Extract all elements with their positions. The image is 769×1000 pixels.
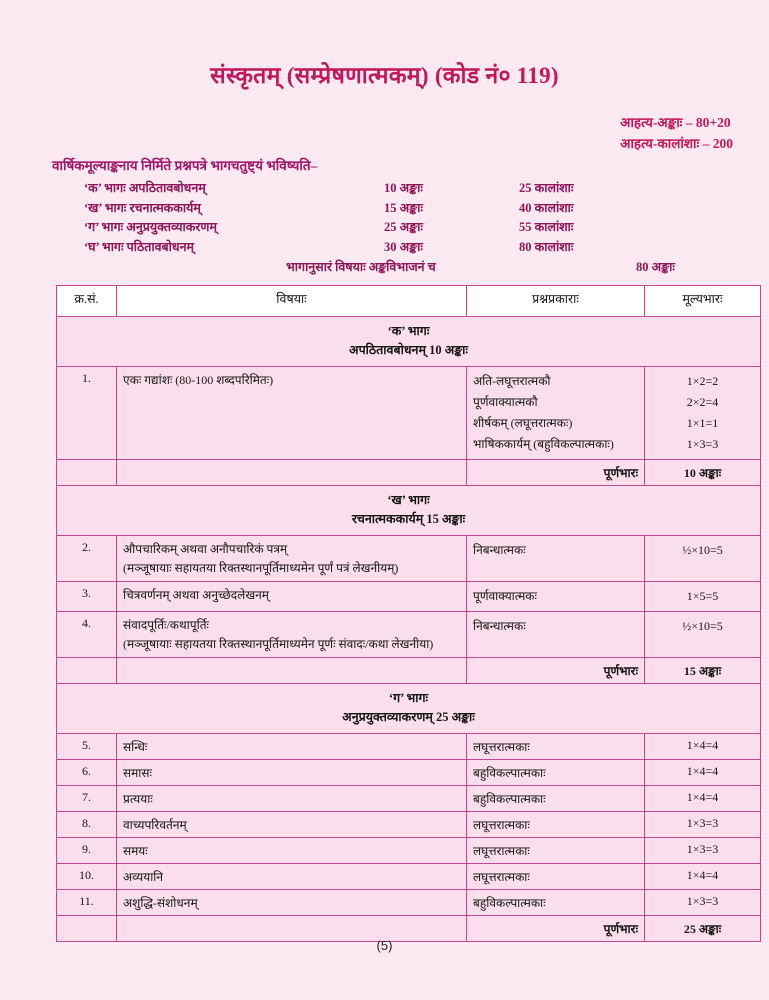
- section-heading-line2: अनुप्रयुक्तव्याकरणम् 25 अङ्काः: [342, 710, 475, 724]
- table-row: [57, 536, 761, 582]
- weightage-value: 1×1=1: [686, 416, 719, 430]
- page-title: संस्कृतम् (सम्प्रेषणात्मकम्) (कोड नं० 119): [210, 63, 559, 88]
- row-sl: 2.: [57, 536, 117, 582]
- table-row: [57, 734, 761, 760]
- part-row: [84, 179, 724, 199]
- section-total-row: [57, 658, 761, 684]
- total-marks-line: आहत्य-अङ्काः – 80+20: [620, 115, 731, 130]
- row-weightage: [645, 612, 761, 658]
- row-question-types: बहुविकल्पात्मकाः: [467, 760, 645, 786]
- row-subject-text: चित्रवर्णनम् अथवा अनुच्छेदलेखनम्: [123, 588, 269, 602]
- row-subject: प्रत्ययाः: [117, 786, 467, 812]
- weightage-value: 2×2=4: [686, 395, 719, 409]
- weightage-value: 1×5=5: [686, 589, 719, 603]
- section-heading-cell: [57, 684, 761, 734]
- column-header-qtype: प्रश्नप्रकाराः: [467, 286, 645, 317]
- row-subject: [117, 582, 467, 612]
- table-row: [57, 582, 761, 612]
- part-name: ‘ख’ भागः रचनात्मककार्यम्: [84, 200, 201, 215]
- row-question-types: [467, 612, 645, 658]
- table-row: [57, 760, 761, 786]
- question-type: निबन्धात्मकः: [473, 543, 526, 557]
- row-subject-text: एकः गद्यांशः (80-100 शब्दपरिमितः): [123, 373, 274, 387]
- section-heading-row: [57, 317, 761, 367]
- section-heading-line1: ‘क’ भागः: [387, 324, 430, 338]
- table-row: [57, 786, 761, 812]
- section-heading-line2: अपठितावबोधनम् 10 अङ्काः: [349, 343, 468, 357]
- part-name: ‘घ’ भागः पठितावबोधनम्: [84, 239, 195, 254]
- table-row: [57, 367, 761, 460]
- row-sl: 1.: [57, 367, 117, 460]
- subtotal-label: भागानुसारं विषयाः अङ्कविभाजनं च: [286, 260, 436, 274]
- section-total-value: 25 अङ्काः: [645, 916, 761, 942]
- row-sl: 11.: [57, 890, 117, 916]
- table-row: [57, 612, 761, 658]
- question-type: भाषिककार्यम् (बहुविकल्पात्मकाः): [473, 437, 614, 451]
- row-subject: वाच्यपरिवर्तनम्: [117, 812, 467, 838]
- specification-table: [56, 285, 761, 942]
- row-subject: समासः: [117, 760, 467, 786]
- row-subject-note: (मञ्जूषायाः सहायतया रिक्तस्थानपूर्तिमाध्यमेन पूर्णः संवादः/कथा लेखनीया): [123, 637, 434, 651]
- question-type: निबन्धात्मकः: [473, 619, 526, 633]
- row-sl: 9.: [57, 838, 117, 864]
- row-subject-text: औपचारिकम् अथवा अनौपचारिकं पत्रम्: [123, 542, 288, 556]
- section-heading-cell: [57, 486, 761, 536]
- row-weightage: [645, 582, 761, 612]
- weightage-value: 1×2=2: [686, 374, 719, 388]
- row-question-types: लघूत्तरात्मकाः: [467, 812, 645, 838]
- table-header: [57, 286, 761, 317]
- question-type: अति-लघूत्तरात्मकौ: [473, 374, 551, 388]
- section-heading-row: [57, 684, 761, 734]
- row-subject: [117, 612, 467, 658]
- subtotal-value: 80 अङ्काः: [636, 260, 675, 274]
- table-header-row: [57, 286, 761, 317]
- column-header-weight: मूल्यभारः: [645, 286, 761, 317]
- row-sl: 6.: [57, 760, 117, 786]
- part-periods: 25 कालांशाः: [519, 181, 574, 195]
- row-weightage: 1×4=4: [645, 760, 761, 786]
- column-header-sl: क्र.सं.: [57, 286, 117, 317]
- section-heading-row: [57, 486, 761, 536]
- row-question-types: लघूत्तरात्मकाः: [467, 838, 645, 864]
- intro-line: वार्षिकमूल्याङ्कनाय निर्मिते प्रश्नपत्रे भागचतुष्ट्यं भविष्यति–: [52, 158, 318, 173]
- part-periods: 40 कालांशाः: [519, 200, 574, 215]
- row-subject: सन्धिः: [117, 734, 467, 760]
- part-row: [84, 199, 724, 219]
- row-weightage: 1×3=3: [645, 890, 761, 916]
- total-spacer-subject: [117, 460, 467, 486]
- section-total-value: 15 अङ्काः: [645, 658, 761, 684]
- section-total-label: पूर्णभारः: [467, 916, 645, 942]
- row-weightage: [645, 367, 761, 460]
- row-sl: 3.: [57, 582, 117, 612]
- question-type: पूर्णवाक्यात्मकः: [473, 589, 537, 603]
- row-subject: अव्ययानि: [117, 864, 467, 890]
- section-heading-cell: [57, 317, 761, 367]
- row-question-types: लघूत्तरात्मकाः: [467, 864, 645, 890]
- section-total-value: 10 अङ्काः: [645, 460, 761, 486]
- row-subject: [117, 367, 467, 460]
- row-question-types: बहुविकल्पात्मकाः: [467, 890, 645, 916]
- question-type: पूर्णवाक्यात्मकौ: [473, 395, 538, 409]
- part-periods: 80 कालांशाः: [519, 239, 574, 254]
- table-row: [57, 864, 761, 890]
- row-weightage: 1×3=3: [645, 812, 761, 838]
- part-marks: 25 अङ्काः: [384, 220, 423, 234]
- row-question-types: लघूत्तरात्मकाः: [467, 734, 645, 760]
- row-subject: अशुद्धि-संशोधनम्: [117, 890, 467, 916]
- weightage-value: ½×10=5: [682, 619, 723, 633]
- part-marks: 10 अङ्काः: [384, 181, 423, 195]
- total-spacer-subject: [117, 658, 467, 684]
- part-row: [84, 238, 724, 258]
- total-spacer-sl: [57, 460, 117, 486]
- row-subject-text: संवादपूर्तिः/कथापूर्तिः: [123, 618, 209, 632]
- column-header-subject: विषयाः: [117, 286, 467, 317]
- row-subject: [117, 536, 467, 582]
- table-body: [57, 317, 761, 942]
- table-row: [57, 812, 761, 838]
- row-sl: 4.: [57, 612, 117, 658]
- section-heading-line2: रचनात्मककार्यम् 15 अङ्काः: [351, 512, 466, 526]
- row-subject: समयः: [117, 838, 467, 864]
- row-subject-note: (मञ्जूषायाः सहायतया रिक्तस्थानपूर्तिमाध्यमेन पूर्णं पत्रं लेखनीयम्): [123, 561, 399, 575]
- row-weightage: 1×4=4: [645, 786, 761, 812]
- section-heading-line1: ‘ग’ भागः: [388, 691, 429, 705]
- weightage-value: 1×3=3: [686, 437, 719, 451]
- page-title-wrap: [0, 0, 769, 90]
- section-total-row: [57, 460, 761, 486]
- part-row: [84, 218, 724, 238]
- part-name: ‘क’ भागः अपठितावबोधनम्: [84, 181, 206, 195]
- parts-list: [84, 179, 724, 257]
- table-row: [57, 890, 761, 916]
- row-question-types: बहुविकल्पात्मकाः: [467, 786, 645, 812]
- section-total-label: पूर्णभारः: [467, 460, 645, 486]
- total-periods-line: आहत्य-कालांशाः – 200: [620, 136, 733, 151]
- exam-meta-block: [620, 112, 733, 154]
- row-question-types: [467, 536, 645, 582]
- row-sl: 10.: [57, 864, 117, 890]
- row-question-types: [467, 367, 645, 460]
- row-sl: 7.: [57, 786, 117, 812]
- part-marks: 15 अङ्काः: [384, 200, 423, 215]
- page-number: (5): [376, 938, 393, 953]
- total-spacer-sl: [57, 658, 117, 684]
- table-row: [57, 838, 761, 864]
- question-type: शीर्षकम् (लघूत्तरात्मकः): [473, 416, 573, 430]
- row-weightage: [645, 536, 761, 582]
- specification-table-wrap: [56, 285, 723, 942]
- section-total-label: पूर्णभारः: [467, 658, 645, 684]
- row-sl: 5.: [57, 734, 117, 760]
- row-weightage: 1×4=4: [645, 864, 761, 890]
- row-sl: 8.: [57, 812, 117, 838]
- row-weightage: 1×4=4: [645, 734, 761, 760]
- section-heading-line1: ‘ख’ भागः: [387, 493, 430, 507]
- part-marks: 30 अङ्काः: [384, 239, 423, 254]
- row-question-types: [467, 582, 645, 612]
- weightage-value: ½×10=5: [682, 543, 723, 557]
- row-weightage: 1×3=3: [645, 838, 761, 864]
- part-name: ‘ग’ भागः अनुप्रयुक्तव्याकरणम्: [84, 220, 217, 234]
- part-periods: 55 कालांशाः: [519, 220, 574, 234]
